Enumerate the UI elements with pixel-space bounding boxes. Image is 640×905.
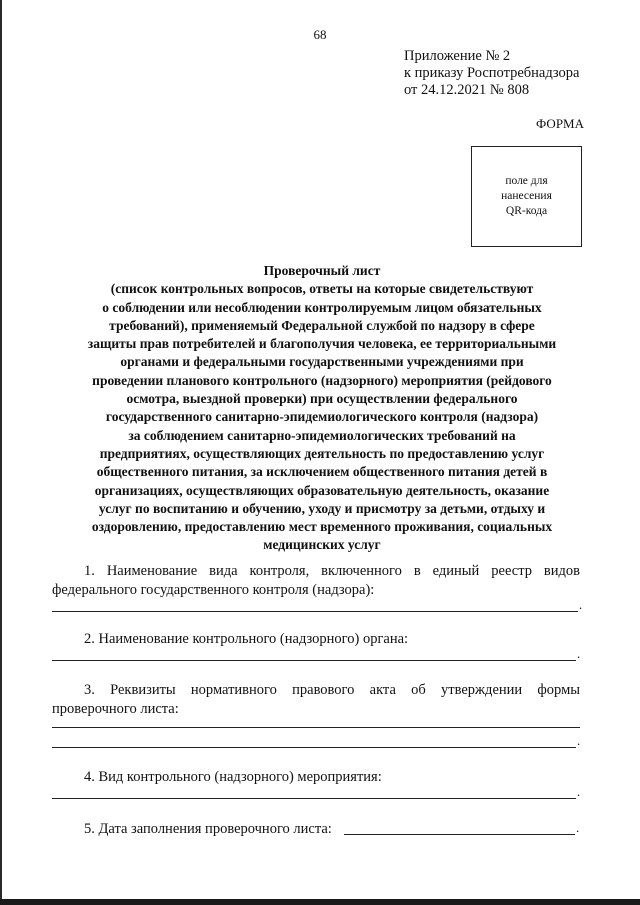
field-5-label: 5. Дата заполнения проверочного листа: [84, 821, 332, 837]
appendix-line-2: к приказу Роспотребнадзора [404, 65, 580, 81]
field-2-input-line[interactable] [52, 660, 576, 661]
title-line: (список контрольных вопросов, ответы на которые свидетельствуют [110, 281, 534, 297]
field-3-label-line-1: 3. Реквизиты нормативного правового акта об утверждении формы [84, 682, 580, 698]
title-line: за соблюдением санитарно-эпидемиологических требований на [128, 427, 516, 443]
title-line: предприятиях, осуществляющих деятельность по предоставлению услуг [99, 445, 545, 461]
field-2-end-dot: . [577, 646, 581, 661]
field-5-end-dot: . [576, 820, 580, 835]
title-line: организациях, осуществляющих образовательную деятельность, оказание [94, 482, 550, 498]
title-line: государственного санитарно-эпидемиологического контроля (надзора) [105, 409, 539, 425]
qr-box-line-2: нанесения [501, 190, 552, 202]
field-4-label: 4. Вид контрольного (надзорного) мероприятия: [84, 769, 382, 785]
document-title [52, 262, 592, 555]
title-line: требований), применяемый Федеральной службой по надзору в сфере [109, 317, 535, 333]
field-1-end-dot: . [579, 597, 583, 612]
scan-left-edge [0, 0, 2, 905]
qr-box-line-1: поле для [505, 175, 548, 187]
title-line: органами и федеральными государственными учреждениями при [120, 354, 524, 370]
qr-box-line-3: QR-кода [505, 205, 548, 217]
title-line: о соблюдении или несоблюдении контролируемым лицом обязательных [102, 299, 542, 315]
field-1-label-line-1: 1. Наименование вида контроля, включенного в единый реестр видов [84, 563, 580, 579]
field-5-input-line[interactable] [344, 834, 575, 835]
field-1-label-line-2: федерального государственного контроля (надзора): [52, 582, 375, 598]
field-3-end-dot: . [577, 733, 581, 748]
field-3-input-line-2[interactable] [52, 747, 576, 748]
title-line: Проверочный лист [263, 263, 381, 278]
field-1-input-line[interactable] [52, 611, 578, 612]
title-line: осмотра, выездной проверки) при осуществлении федерального [126, 391, 518, 407]
qr-code-placeholder [471, 146, 582, 247]
appendix-block [404, 48, 579, 99]
title-line: защиты прав потребителей и благополучия человека, ее территориальными [87, 336, 557, 352]
field-2-label: 2. Наименование контрольного (надзорного) органа: [84, 631, 409, 647]
title-line: общественного питания, за исключением общественного питания детей в [96, 464, 548, 480]
field-3-label-line-2: проверочного листа: [52, 701, 179, 717]
appendix-line-3: от 24.12.2021 № 808 [404, 82, 530, 98]
title-line: оздоровлению, предоставлению мест временного проживания, социальных [91, 519, 553, 535]
appendix-line-1: Приложение № 2 [404, 48, 511, 64]
title-line: услуг по воспитанию и обучению, уходу и присмотру за детьми, отдыху и [98, 500, 546, 516]
field-4-end-dot: . [577, 784, 581, 799]
title-line: медицинских услуг [263, 537, 381, 553]
page-number: 68 [313, 27, 327, 42]
field-4-input-line[interactable] [52, 798, 576, 799]
forma-label: ФОРМА [536, 116, 584, 131]
scan-bottom-edge [0, 899, 640, 905]
title-line: проведении планового контрольного (надзорного) мероприятия (рейдового [92, 372, 552, 388]
field-3-input-line-1[interactable] [52, 727, 580, 728]
